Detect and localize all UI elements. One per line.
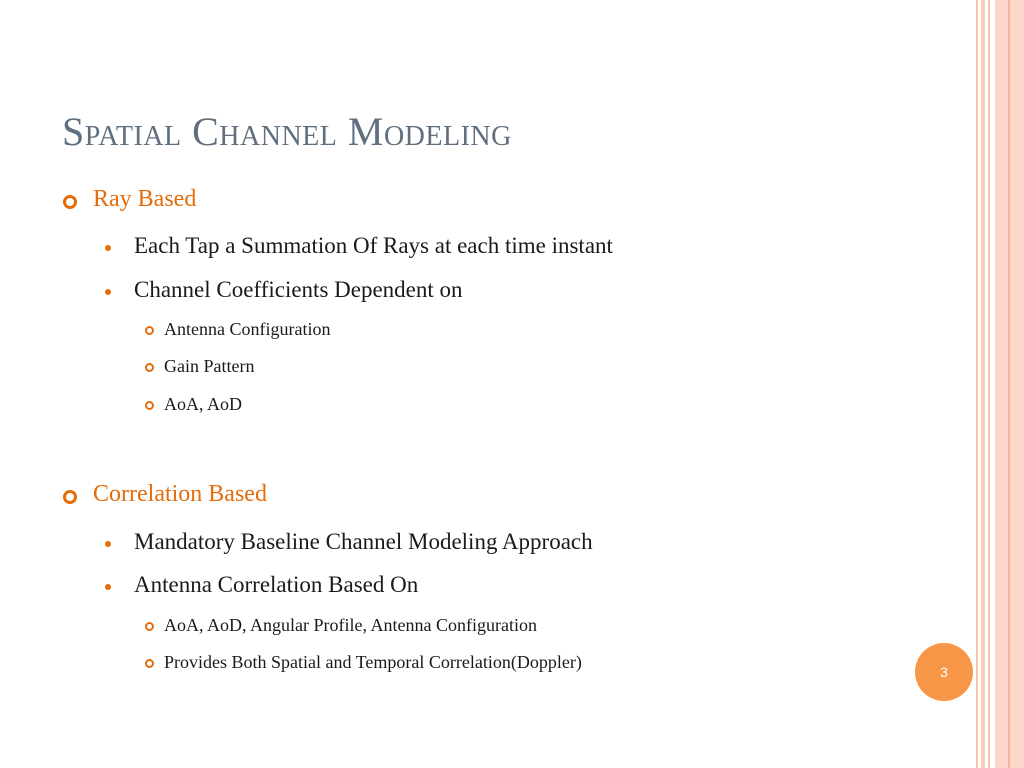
- section-heading-text: Correlation Based: [93, 481, 267, 507]
- sub-list-item: [145, 394, 242, 415]
- dot-bullet-icon: [105, 289, 111, 295]
- list-item-text: Antenna Correlation Based On: [134, 572, 419, 597]
- sub-list-item: [145, 615, 537, 636]
- list-item-text: Channel Coefficients Dependent on: [134, 277, 463, 302]
- list-item: [105, 529, 593, 555]
- sub-list-item-text: AoA, AoD: [164, 394, 243, 414]
- page-number-text: 3: [940, 664, 948, 680]
- decorative-stripe: [981, 0, 985, 768]
- list-item: [105, 572, 418, 598]
- sub-list-item-text: Antenna Configuration: [164, 319, 331, 339]
- sub-list-item: [145, 356, 254, 377]
- dot-bullet-icon: [105, 541, 111, 547]
- sub-list-item-text: AoA, AoD, Angular Profile, Antenna Configuration: [164, 615, 537, 635]
- ring-bullet-icon: [145, 622, 154, 631]
- sub-list-item: [145, 652, 582, 673]
- ring-bullet-icon: [145, 326, 154, 335]
- list-item-text: Each Tap a Summation Of Rays at each time instant: [134, 233, 613, 258]
- decorative-stripe: [1008, 0, 1010, 768]
- ring-bullet-icon: [145, 363, 154, 372]
- ring-bullet-icon: [145, 401, 154, 410]
- section-heading-ray-based: [63, 186, 196, 213]
- section-heading-text: Ray Based: [93, 186, 197, 212]
- list-item: [105, 277, 463, 303]
- list-item: [105, 233, 613, 259]
- page-number-badge: [915, 643, 973, 701]
- list-item-text: Mandatory Baseline Channel Modeling Approach: [134, 529, 593, 554]
- slide-title: Spatial Channel Modeling: [62, 109, 512, 154]
- sub-list-item: [145, 319, 330, 340]
- sub-list-item-text: Provides Both Spatial and Temporal Correlation(Doppler): [164, 652, 582, 672]
- ring-bullet-icon: [63, 490, 77, 504]
- dot-bullet-icon: [105, 584, 111, 590]
- decorative-stripe: [976, 0, 978, 768]
- sub-list-item-text: Gain Pattern: [164, 356, 255, 376]
- decorative-stripe: [988, 0, 990, 768]
- ring-bullet-icon: [145, 659, 154, 668]
- ring-bullet-icon: [63, 195, 77, 209]
- dot-bullet-icon: [105, 245, 111, 251]
- section-heading-correlation-based: [63, 481, 267, 508]
